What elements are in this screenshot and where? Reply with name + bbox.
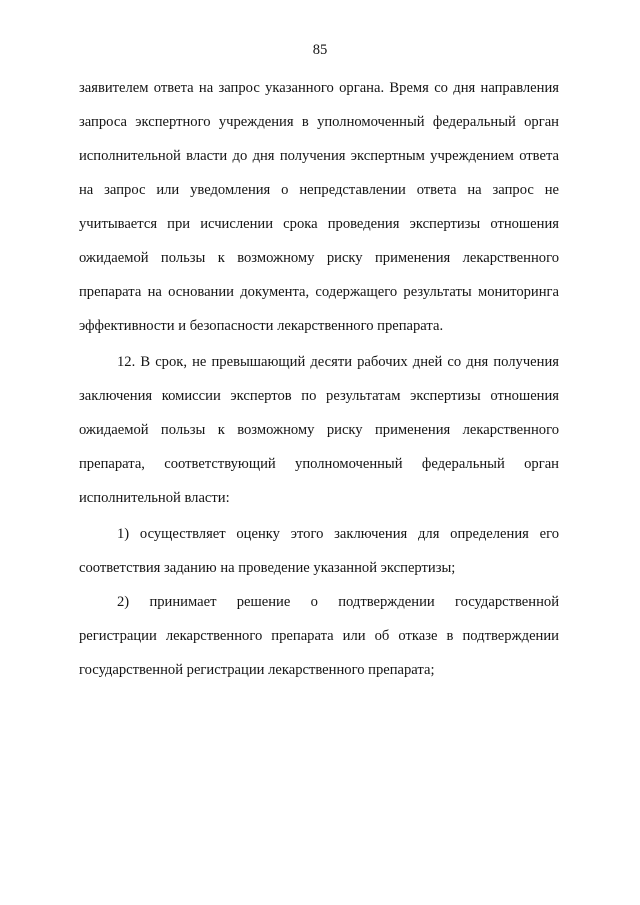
text-line: ожидаемой пользы к возможному риску применения лекарственного [79,422,559,438]
text-line: соответствия заданию на проведение указанной экспертизы; [79,560,456,576]
text-line: исполнительной власти до дня получения экспертным учреждением ответа [79,148,559,164]
list-item-2-first-line: 2) принимает решение о подтверждении государственной [117,594,559,610]
text-line: препарата на основании документа, содержащего результаты мониторинга [79,284,559,300]
text-line: эффективности и безопасности лекарственного препарата. [79,318,444,334]
text-line: заключения комиссии экспертов по результатам экспертизы отношения [79,388,559,404]
text-line: исполнительной власти: [79,490,230,506]
text-line: препарата, соответствующий уполномоченный федеральный орган [79,456,559,472]
text-line: заявителем ответа на запрос указанного органа. Время со дня направления [79,80,559,96]
text-line: государственной регистрации лекарственного препарата; [79,662,435,678]
list-item-1-first-line: 1) осуществляет оценку этого заключения для определения его [117,526,559,542]
text-line: ожидаемой пользы к возможному риску применения лекарственного [79,250,559,266]
paragraph-12-first-line: 12. В срок, не превышающий десяти рабочих дней со дня получения [117,354,559,370]
text-line: запроса экспертного учреждения в уполномоченный федеральный орган [79,114,559,130]
page-number: 85 [312,42,328,58]
text-line: учитывается при исчислении срока проведения экспертизы отношения [79,216,559,232]
text-line: регистрации лекарственного препарата или об отказе в подтверждении [79,628,559,644]
text-line: на запрос или уведомления о непредставлении ответа на запрос не [79,182,559,198]
